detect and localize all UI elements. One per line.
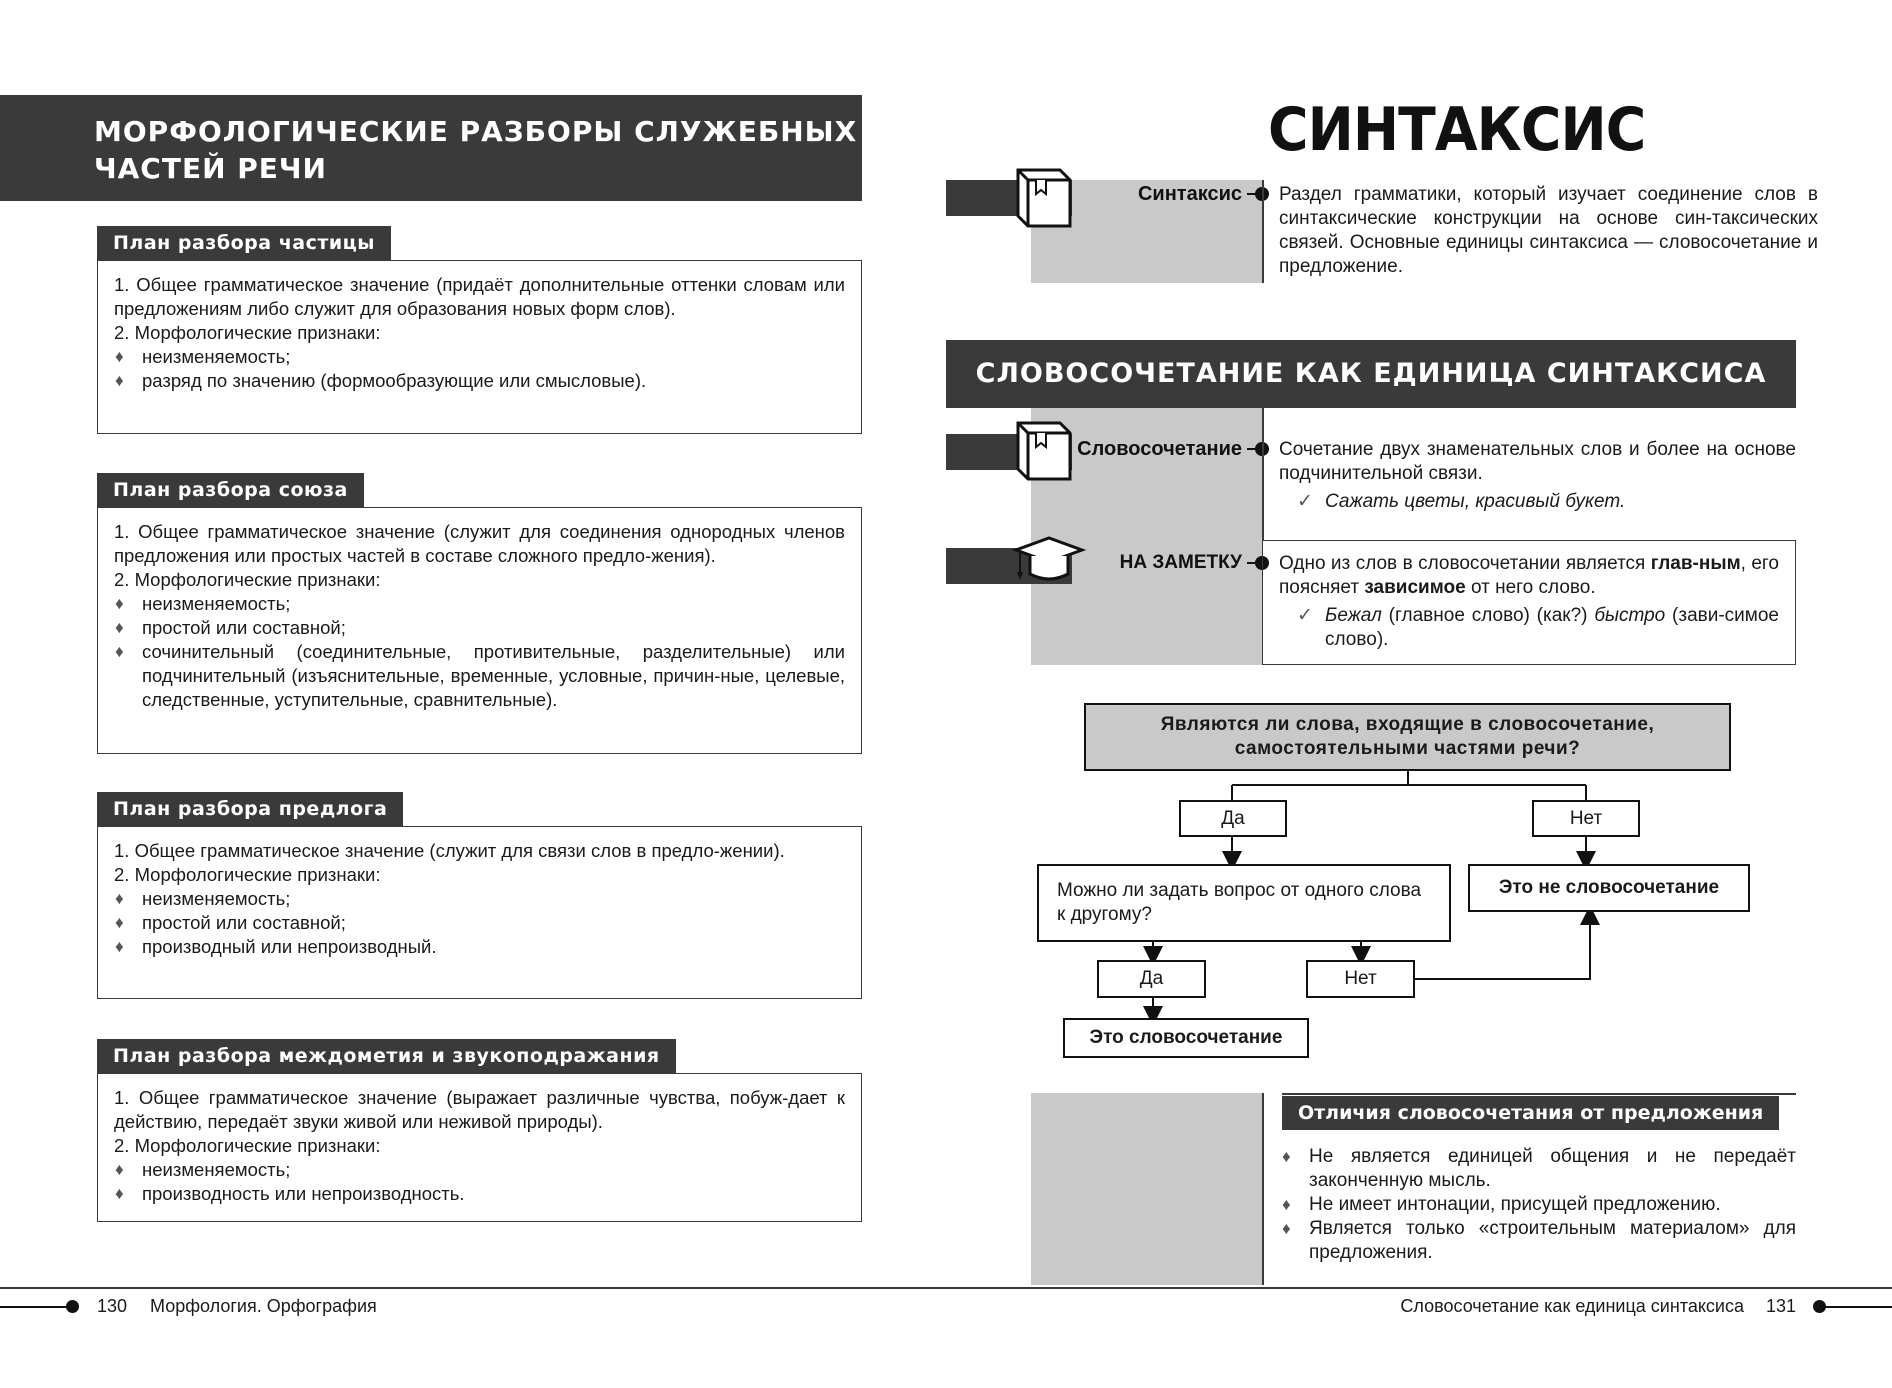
note-bold-main: глав-ным <box>1650 553 1741 574</box>
flowchart-is-phrase: Это словосочетание <box>1063 1018 1309 1058</box>
plan-bullet: ♦ неизменяемость; <box>114 1158 845 1182</box>
plan-line: 2. Морфологические признаки: <box>114 864 381 885</box>
syntax-definition: Раздел грамматики, который изучает соединение слов в синтаксические конструкции на основе син-таксических связей. Основные единицы синтаксиса — словосочетание и предложение. <box>1279 184 1818 277</box>
question-1-line-2: самостоятельными частями речи? <box>1234 738 1581 759</box>
diff-item: ♦ Не является единицей общения и не передаёт законченную мысль. <box>1282 1145 1796 1193</box>
plan-line: 1. Общее грамматическое значение (придаёт дополнительные оттенки словам или предложениям либо служит для образования новых форм слов). <box>114 274 845 319</box>
plan-bullet: ♦ производность или непроизводность. <box>114 1182 845 1206</box>
flowchart-no-2: Нет <box>1306 960 1415 998</box>
flowchart-yes-1: Да <box>1179 800 1287 837</box>
plan-bullet: ♦ производный или непроизводный. <box>114 935 845 959</box>
term-syntax: Синтаксис <box>1137 183 1242 205</box>
plan-line: 2. Морфологические признаки: <box>114 322 381 343</box>
plan-bullet: ♦ неизменяемость; <box>114 592 845 616</box>
banner-line-1: МОРФОЛОГИЧЕСКИЕ РАЗБОРЫ СЛУЖЕБНЫХ <box>94 115 858 148</box>
diff-title: Отличия словосочетания от предложения <box>1282 1096 1779 1130</box>
term-phrase: Словосочетание <box>1077 438 1242 460</box>
note-text-3: от него слово. <box>1465 577 1596 598</box>
note-text-2: , его поясняет <box>1279 553 1779 598</box>
plan-title-preposition: План разбора предлога <box>97 792 403 826</box>
plan-line: 2. Морфологические признаки: <box>114 569 381 590</box>
diff-top-rule <box>1282 1093 1796 1095</box>
plan-line: 1. Общее грамматическое значение (выражает различные чувства, побуж-дает к действию, передаёт звуки живой или неживой природы). <box>114 1087 845 1132</box>
phrase-definition-text: Сочетание двух знаменательных слов и более на основе подчинительной связи. <box>1279 439 1796 484</box>
footer-page-left: 130 <box>97 1296 128 1316</box>
divider-line <box>1262 1093 1264 1285</box>
note-ex-text2: (зави-симое слово). <box>1325 605 1779 650</box>
diff-item: ♦ Не имеет интонации, присущей предложению. <box>1282 1193 1796 1217</box>
plan-line: 1. Общее грамматическое значение (служит для связи слов в предло-жении). <box>114 840 785 861</box>
phrase-example: ✓ Сажать цветы, красивый букет. <box>1279 490 1796 514</box>
banner-line-2: ЧАСТЕЙ РЕЧИ <box>94 152 327 185</box>
plan-bullet: ♦ разряд по значению (формообразующие или смысловые). <box>114 369 845 393</box>
footer-title-right: Словосочетание как единица синтаксиса <box>1400 1296 1744 1316</box>
page-title: СИНТАКСИС <box>1268 95 1646 165</box>
plan-bullet: ♦ простой или составной; <box>114 911 845 935</box>
footer-rule <box>0 1287 1892 1289</box>
flowchart-not-phrase: Это не словосочетание <box>1468 864 1750 912</box>
diff-list <box>1282 1145 1796 1265</box>
footer-line-right <box>1820 1306 1892 1308</box>
gray-column-differences <box>1031 1093 1263 1285</box>
footer-line-left <box>0 1306 72 1308</box>
plan-title-interjection: План разбора междометия и звукоподражания <box>97 1039 676 1073</box>
plan-bullet: ♦ неизменяемость; <box>114 345 845 369</box>
footer-title-left: Морфология. Орфография <box>150 1296 377 1316</box>
plan-line: 2. Морфологические признаки: <box>114 1135 381 1156</box>
plan-bullet: ♦ сочинительный (соединительные, противительные, разделительные) или подчинительный (изъяснительные, временные, условные, причин-ные, целевые, следственные, уступительные, сравнительные). <box>114 640 845 712</box>
diff-item: ♦ Является только «строительным материалом» для предложения. <box>1282 1217 1796 1265</box>
flowchart-question-1 <box>1084 703 1731 771</box>
note-text-1: Одно из слов в словосочетании является <box>1279 553 1651 574</box>
plan-title-conjunction: План разбора союза <box>97 473 364 507</box>
plan-title-particle: План разбора частицы <box>97 226 391 260</box>
plan-bullet: ♦ неизменяемость; <box>114 887 845 911</box>
note-ex-text1: (главное слово) (как?) <box>1381 605 1595 626</box>
footer-page-right: 131 <box>1765 1296 1796 1316</box>
footer-dot-left <box>66 1300 79 1313</box>
flowchart-yes-2: Да <box>1097 960 1206 998</box>
note-bold-dependent: зависимое <box>1364 577 1466 598</box>
note-ex-word1: Бежал <box>1325 605 1382 626</box>
term-note: НА ЗАМЕТКУ <box>1119 552 1242 573</box>
flowchart-question-2: Можно ли задать вопрос от одного слова к другому? <box>1037 864 1451 942</box>
plan-bullet: ♦ простой или составной; <box>114 616 845 640</box>
plan-line: 1. Общее грамматическое значение (служит для соединения однородных членов предложения или простых частей в составе сложного предло-жения). <box>114 521 845 566</box>
flowchart-no-1: Нет <box>1532 800 1640 837</box>
section-banner: СЛОВОСОЧЕТАНИЕ КАК ЕДИНИЦА СИНТАКСИСА <box>946 340 1796 408</box>
question-1-line-1: Являются ли слова, входящие в словосочетание, <box>1160 714 1655 735</box>
note-ex-word2: быстро <box>1594 605 1666 626</box>
